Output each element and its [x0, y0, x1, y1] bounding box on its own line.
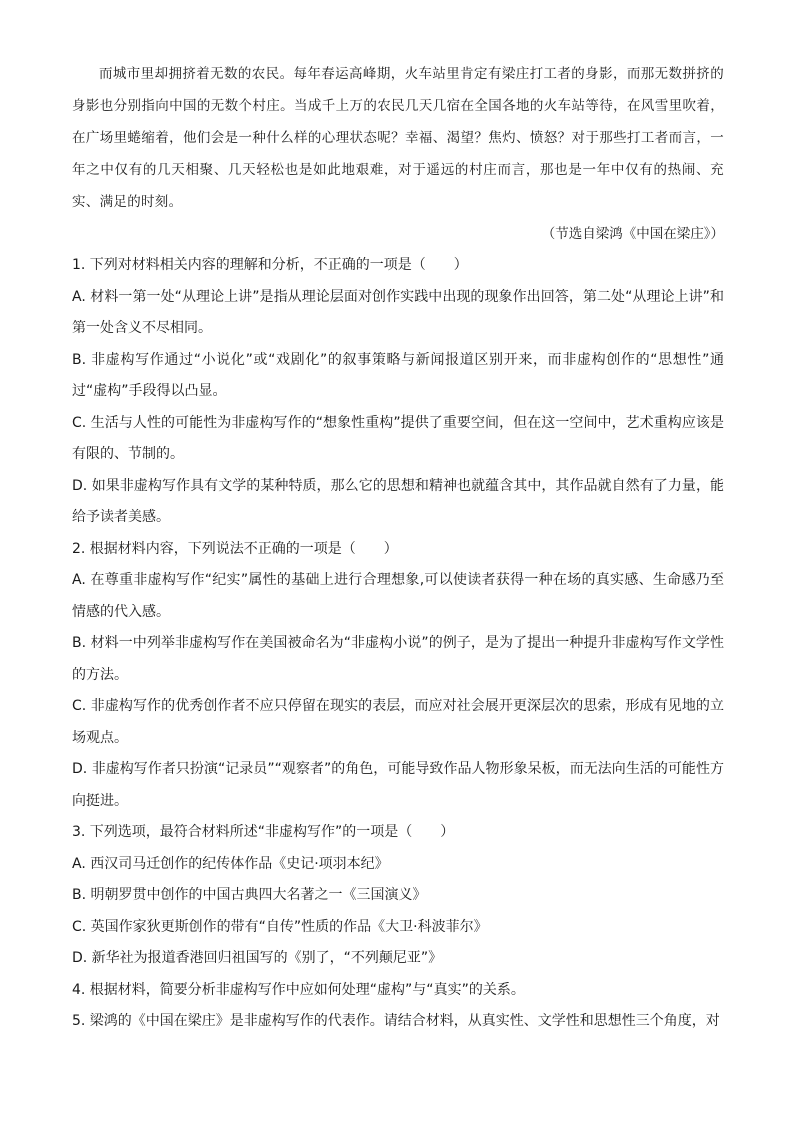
- question-2: [72, 534, 724, 818]
- question-stem: 2. 根据材料内容，下列说法不正确的一项是（ ）: [72, 540, 398, 557]
- option-c: C. 非虚构写作的优秀创作者不应只停留在现实的表层，而应对社会展开更深层次的思索，形成有见地的立场观点。: [72, 698, 724, 746]
- question-3: [72, 817, 724, 975]
- question-stem: 1. 下列对材料相关内容的理解和分析，不正确的一项是（ ）: [72, 257, 468, 273]
- passage-paragraph: 而城市里却拥挤着无数的农民。每年春运高峰期，火车站里肯定有梁庄打工者的身影，而那无数拼挤的身影也分别指向中国的无数个村庄。当成千上万的农民几天几宿在全国各地的火车站等待，在风雪里吹着，在广场里蜷缩着，他们会是一种什么样的心理状态呢？幸福、渴望？焦灼、愤怒？对于那些打工者而言，一年之中仅有的几天相聚、几天轻松也是如此地艰难，对于遥远的村庄而言，那也是一年中仅有的热闹、充实、满足的时刻。: [72, 66, 724, 210]
- question-4: [72, 975, 724, 1007]
- question-1: [72, 250, 724, 534]
- passage-source: （节选自梁鸿《中国在梁庄》）: [541, 226, 724, 242]
- exam-page: [72, 58, 724, 1038]
- question-stem: 3. 下列选项，最符合材料所述“非虚构写作”的一项是（ ）: [72, 824, 455, 840]
- option-d: D. 如果非虚构写作具有文学的某种特质，那么它的思想和精神也就蕴含其中，其作品就自然有了力量，能给予读者美感。: [72, 477, 724, 525]
- option-a: A. 西汉司马迁创作的纪传体作品《史记·项羽本纪》: [72, 855, 389, 872]
- question-stem: 5. 梁鸿的《中国在梁庄》是非虚构写作的代表作。请结合材料，从真实性、文学性和思想性三个角度，对: [72, 1013, 720, 1029]
- option-b: B. 材料一中列举非虚构写作在美国被命名为“非虚构小说”的例子，是为了提出一种提升非虚构写作文学性的方法。: [72, 635, 724, 683]
- question-5: [72, 1006, 724, 1038]
- option-b: B. 非虚构写作通过“小说化”或“戏剧化”的叙事策略与新闻报道区别开来，而非虚构创作的“思想性”通过“虚构”手段得以凸显。: [72, 351, 724, 399]
- option-d: D. 新华社为报道香港回归祖国写的《别了，“不列颠尼亚”》: [72, 950, 443, 966]
- option-d: D. 非虚构写作者只扮演“记录员”“观察者”的角色，可能导致作品人物形象呆板，而无法向生活的可能性方向挺进。: [72, 761, 724, 809]
- option-a: A. 材料一第一处“从理论上讲”是指从理论层面对创作实践中出现的现象作出回答，第二处“从理论上讲”和第一处含义不尽相同。: [72, 288, 724, 336]
- question-stem: 4. 根据材料，简要分析非虚构写作中应如何处理“虚构”与“真实”的关系。: [72, 981, 525, 998]
- option-c: C. 英国作家狄更斯创作的带有“自传”性质的作品《大卫·科波菲尔》: [72, 918, 488, 935]
- option-c: C. 生活与人性的可能性为非虚构写作的“想象性重构”提供了重要空间，但在这一空间中，艺术重构应该是有限的、节制的。: [72, 414, 724, 462]
- option-a: A. 在尊重非虚构写作“纪实”属性的基础上进行合理想象,可以使读者获得一种在场的真实感、生命感乃至情感的代入感。: [72, 572, 724, 620]
- option-b: B. 明朝罗贯中创作的中国古典四大名著之一《三国演义》: [72, 887, 427, 903]
